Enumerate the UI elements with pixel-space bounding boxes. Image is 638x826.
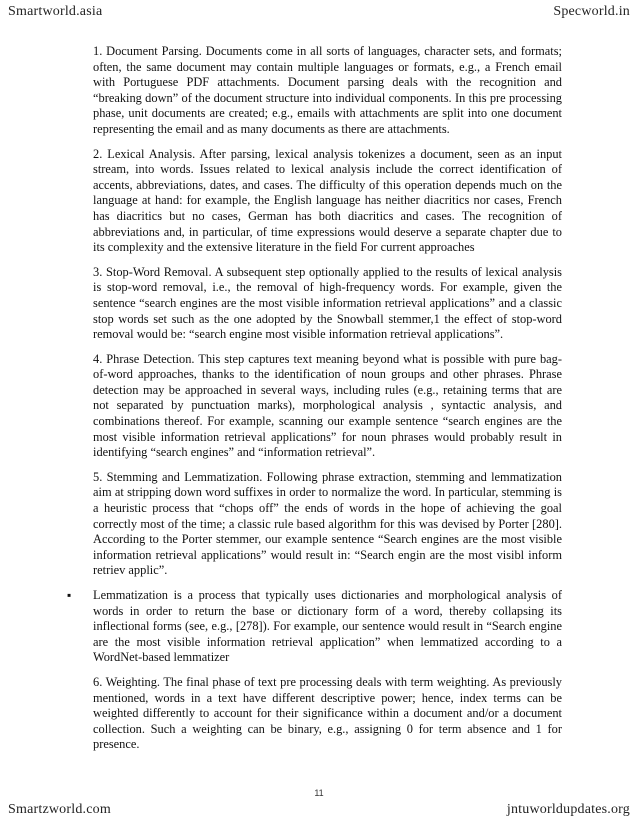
document-body [67, 44, 562, 762]
paragraph-lexical-analysis: 2. Lexical Analysis. After parsing, lexical analysis tokenizes a document, seen as an input stream, into words. Issues related to lexical analysis include the correct identification of accents, abbreviations, dates, and cases. The difficulty of this operation depends much on the language at hand: for example, the English language has neither diacritics nor cases, French has diacritics but no cases, German has both diacritics and cases. The recognition of abbreviations and, in particular, of time expressions would deserve a separate chapter due to its complexity and the extensive literature in the field For current approaches [93, 146, 562, 255]
paragraph-phrase-detection: 4. Phrase Detection. This step captures text meaning beyond what is possible with pure bag-of-word approaches, thanks to the identification of noun groups and other phrases. Phrase detection may be approached in several ways, including rules (e.g., retaining terms that are not separated by punctuation marks), morphological analysis , syntactic analysis, and combinations thereof. For example, scanning our example sentence “search engines are the most visible information retrieval applications” for noun phrases would probably result in identifying “search engines” and “information retrieval”. [93, 351, 562, 460]
paragraph-stemming: 5. Stemming and Lemmatization. Following phrase extraction, stemming and lemmatization aim at stripping down word suffixes in order to normalize the word. In particular, stemming is a heuristic process that “chops off” the ends of words in the hope of achieving the goal correctly most of the time; a classic rule based algorithm for this was devised by Porter [280]. According to the Porter stemmer, our example sentence “Search engines are the most visible information retrieval applications” would result in: “Search engin are the most visibl inform retriev applic”. [93, 469, 562, 578]
bullet-icon: ▪ [67, 588, 72, 602]
paragraph-document-parsing: 1. Document Parsing. Documents come in all sorts of languages, character sets, and formats; often, the same document may contain multiple languages or formats, e.g., a French email with Portuguese PDF attachments. Document parsing deals with the recognition and “breaking down” of the document structure into individual components. In this pre processing phase, unit documents are created; e.g., emails with attachments are split into one document representing the email and as many documents as there are attachments. [93, 44, 562, 136]
paragraph-stop-word-removal: 3. Stop-Word Removal. A subsequent step optionally applied to the results of lexical analysis is stop-word removal, i.e., the removal of high-frequency words. For example, given the sentence “search engines are the most visible information retrieval applications” and a classic stop words set such as the one adopted by the Snowball stemmer,1 the effect of stop-word removal would be: “search engine most visible information retrieval applications”. [93, 264, 562, 342]
header-left-site: Smartworld.asia [8, 4, 103, 19]
footer-left-site: Smartzworld.com [8, 802, 111, 817]
paragraph-lemmatization: Lemmatization is a process that typically uses dictionaries and morphological analysis of words in order to return the base or dictionary form of a word, thereby collapsing its inflectional forms (see, e.g., [278]). For example, our sentence would result in “Search engine are the most visible information retrieval application” when lemmatized according to a WordNet-based lemmatizer [93, 588, 562, 665]
page-number: 11 [314, 788, 324, 798]
header-right-site: Specworld.in [553, 4, 630, 19]
paragraph-weighting: 6. Weighting. The final phase of text pre processing deals with term weighting. As previously mentioned, words in a text have different descriptive power; hence, index terms can be weighted differently to account for their significance within a document and/or a document collection. Such a weighting can be binary, e.g., assigning 0 for term absence and 1 for presence. [93, 674, 562, 752]
footer-right-site: jntuworldupdates.org [506, 802, 630, 817]
bullet-item-lemmatization [67, 588, 562, 666]
